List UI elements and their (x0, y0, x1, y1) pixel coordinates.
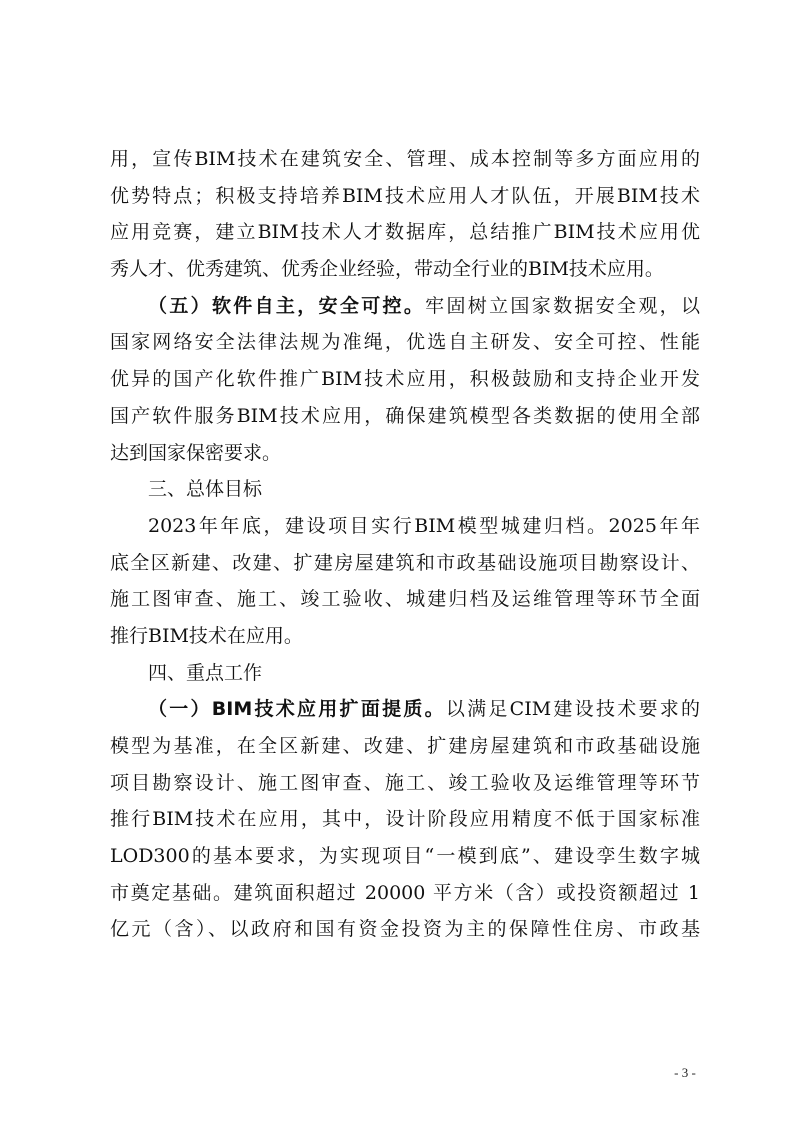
text-line: 市奠定基础。建筑面积超过 20000 平方米（含）或投资额超过 1 (110, 881, 700, 904)
text-line: 优势特点；积极支持培养BIM技术应用人才队伍，开展BIM技术 (110, 184, 700, 207)
section-5-title: （五）软件自主，安全可控。 (148, 294, 426, 317)
text-line: 优异的国产化软件推广BIM技术应用，积极鼓励和支持企业开发 (110, 368, 700, 391)
text-line: 国产软件服务BIM技术应用，确保建筑模型各类数据的使用全部 (110, 404, 700, 427)
work-1-first-line (110, 691, 700, 728)
page-number: - 3 - (674, 1065, 696, 1080)
section-5-text: 牢固树立国家数据安全观，以 (425, 294, 700, 317)
text-line: LOD300的基本要求，为实现项目“一模到底”、建设孪生数字城 (110, 845, 700, 868)
section-5-first-line (110, 288, 700, 325)
text-line: 达到国家保密要求。 (110, 441, 282, 464)
work-1-title: （一）BIM技术应用扩面提质。 (148, 698, 446, 721)
text-line: 模型为基准，在全区新建、改建、扩建房屋建筑和市政基础设施 (110, 735, 700, 757)
text-line: 推行BIM技术在应用，其中，设计阶段应用精度不低于国家标准 (110, 808, 700, 831)
heading-key-work: 四、重点工作 (148, 661, 263, 684)
text-line: 推行BIM技术在应用。 (110, 624, 303, 647)
text-line: 底全区新建、改建、扩建房屋建筑和市政基础设施项目勘察设计、 (110, 551, 700, 574)
text-line: 2023年年底，建设项目实行BIM模型城建归档。2025年年 (148, 514, 700, 537)
text-line: 亿元（含）、以政府和国有资金投资为主的保障性住房、市政基 (110, 918, 700, 941)
text-line: 施工图审查、施工、竣工验收、城建归档及运维管理等环节全面 (110, 588, 700, 611)
document-body (110, 141, 700, 948)
text-line: 应用竞赛，建立BIM技术人才数据库，总结推广BIM技术应用优 (110, 221, 700, 244)
heading-overall-goal: 三、总体目标 (148, 478, 263, 501)
text-line: 项目勘察设计、施工图审查、施工、竣工验收及运维管理等环节 (110, 771, 700, 794)
text-line: 国家网络安全法律法规为准绳，优选自主研发、安全可控、性能 (110, 331, 700, 354)
work-1-text: 以满足CIM建设技术要求的 (445, 698, 700, 721)
text-line: 秀人才、优秀建筑、优秀企业经验，带动全行业的BIM技术应用。 (110, 258, 664, 281)
text-line: 用，宣传BIM技术在建筑安全、管理、成本控制等多方面应用的 (110, 148, 700, 170)
